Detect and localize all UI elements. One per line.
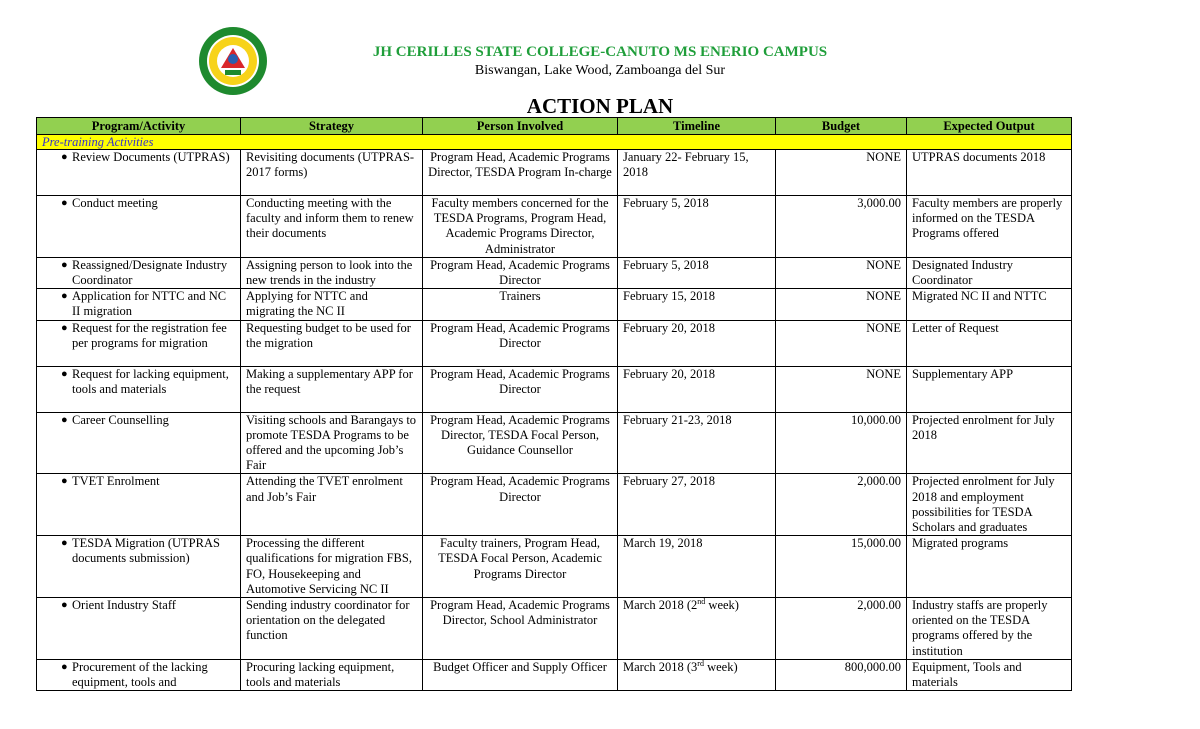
activity-text: Application for NTTC and NC II migration: [72, 289, 227, 319]
table-row: [37, 659, 1072, 690]
activity-cell: [37, 659, 241, 690]
timeline-cell: February 20, 2018: [618, 366, 776, 412]
activity-cell: [37, 474, 241, 536]
strategy-cell: Applying for NTTC and migrating the NC II: [241, 289, 423, 320]
activity-text: Reassigned/Designate Industry Coordinator: [72, 257, 228, 288]
activity-cell: [37, 536, 241, 598]
activity-cell: [37, 196, 241, 258]
college-seal-logo: [198, 26, 268, 96]
timeline-text-end: week): [703, 659, 738, 674]
column-header: Person Involved: [423, 118, 618, 135]
person-cell: Program Head, Academic Programs Director: [423, 474, 618, 536]
strategy-cell: Procuring lacking equipment, tools and materials: [241, 659, 423, 690]
output-cell: Projected enrolment for July 2018: [907, 412, 1072, 474]
output-cell: Designated Industry Coordinator: [907, 257, 1072, 288]
timeline-cell: [618, 659, 776, 690]
table-row: [37, 598, 1072, 660]
activity-cell: [37, 366, 241, 412]
action-plan-table: [36, 117, 1072, 691]
bullet-icon: ●: [61, 290, 68, 303]
person-cell: Trainers: [423, 289, 618, 320]
budget-cell: 10,000.00: [776, 412, 907, 474]
activity-text: Request for the registration fee per programs for migration: [72, 320, 227, 350]
strategy-cell: Attending the TVET enrolment and Job’s Fair: [241, 474, 423, 536]
strategy-cell: Sending industry coordinator for orientation on the delegated function: [241, 598, 423, 660]
table-row: [37, 320, 1072, 366]
table-row: [37, 536, 1072, 598]
budget-cell: NONE: [776, 320, 907, 366]
table-row: [37, 474, 1072, 536]
strategy-cell: Assigning person to look into the new trends in the industry: [241, 257, 423, 288]
section-label: Pre-training Activities: [37, 135, 1072, 150]
person-cell: Budget Officer and Supply Officer: [423, 659, 618, 690]
budget-cell: 2,000.00: [776, 474, 907, 536]
bullet-icon: ●: [61, 321, 68, 334]
table-row: [37, 196, 1072, 258]
activity-text: TESDA Migration (UTPRAS documents submission): [72, 536, 220, 566]
table-row: [37, 412, 1072, 474]
person-cell: Program Head, Academic Programs Director, TESDA Program In-charge: [423, 150, 618, 196]
timeline-text: March 2018 (2: [623, 598, 698, 613]
output-cell: Equipment, Tools and materials: [907, 659, 1072, 690]
timeline-ordinal: nd: [697, 597, 706, 606]
bullet-icon: ●: [61, 258, 68, 271]
timeline-cell: February 5, 2018: [618, 257, 776, 288]
output-cell: Faculty members are properly informed on the TESDA Programs offered: [907, 196, 1072, 258]
timeline-cell: February 5, 2018: [618, 196, 776, 258]
output-cell: Industry staffs are properly oriented on the TESDA programs offered by the institution: [907, 598, 1072, 660]
bullet-icon: ●: [61, 599, 68, 612]
strategy-cell: Conducting meeting with the faculty and inform them to renew their documents: [241, 196, 423, 258]
activity-cell: [37, 289, 241, 320]
output-cell: Migrated programs: [907, 536, 1072, 598]
budget-cell: 15,000.00: [776, 536, 907, 598]
column-header: Program/Activity: [37, 118, 241, 135]
budget-cell: NONE: [776, 366, 907, 412]
activity-text: Conduct meeting: [72, 196, 158, 210]
document-title: ACTION PLAN: [526, 94, 674, 118]
budget-cell: 3,000.00: [776, 196, 907, 258]
output-cell: Letter of Request: [907, 320, 1072, 366]
budget-cell: NONE: [776, 257, 907, 288]
output-cell: UTPRAS documents 2018: [907, 150, 1072, 196]
column-header: Timeline: [618, 118, 776, 135]
table-header-row: [37, 118, 1072, 135]
strategy-cell: Making a supplementary APP for the request: [241, 366, 423, 412]
budget-cell: NONE: [776, 289, 907, 320]
person-cell: Faculty trainers, Program Head, TESDA Focal Person, Academic Programs Director: [423, 536, 618, 598]
section-row: [37, 135, 1072, 150]
budget-cell: NONE: [776, 150, 907, 196]
activity-cell: [37, 150, 241, 196]
budget-cell: 800,000.00: [776, 659, 907, 690]
table-row: [37, 150, 1072, 196]
activity-text: Review Documents (UTPRAS): [72, 150, 230, 164]
strategy-cell: Visiting schools and Barangays to promote TESDA Programs to be offered and the upcoming Job’s Fair: [241, 412, 423, 474]
output-cell: Migrated NC II and NTTC: [907, 289, 1072, 320]
column-header: Expected Output: [907, 118, 1072, 135]
column-header: Budget: [776, 118, 907, 135]
timeline-cell: February 15, 2018: [618, 289, 776, 320]
table-row: [37, 257, 1072, 288]
timeline-cell: February 27, 2018: [618, 474, 776, 536]
college-address: Biswangan, Lake Wood, Zamboanga del Sur: [474, 63, 726, 78]
timeline-cell: February 20, 2018: [618, 320, 776, 366]
activity-text: Career Counselling: [72, 412, 169, 427]
table-row: [37, 366, 1072, 412]
timeline-ordinal: rd: [697, 659, 704, 668]
bullet-icon: ●: [61, 367, 68, 380]
timeline-cell: [618, 598, 776, 660]
person-cell: Faculty members concerned for the TESDA Programs, Program Head, Academic Programs Director, Administrator: [423, 196, 618, 258]
timeline-cell: February 21-23, 2018: [618, 412, 776, 474]
column-header: Strategy: [241, 118, 423, 135]
activity-cell: [37, 257, 241, 288]
activity-text: Procurement of the lacking equipment, tools and: [72, 659, 208, 690]
strategy-cell: Revisiting documents (UTPRAS-2017 forms): [241, 150, 423, 196]
person-cell: Program Head, Academic Programs Director: [423, 320, 618, 366]
output-cell: Supplementary APP: [907, 366, 1072, 412]
timeline-text-end: week): [705, 598, 739, 613]
strategy-cell: Requesting budget to be used for the migration: [241, 320, 423, 366]
bullet-icon: ●: [61, 660, 68, 673]
strategy-cell: Processing the different qualifications for migration FBS, FO, Housekeeping and Automotive Servicing NC II: [241, 536, 423, 598]
timeline-text: March 2018 (3: [623, 659, 698, 674]
activity-text: Request for lacking equipment, tools and materials: [72, 366, 229, 396]
college-name: JH CERILLES STATE COLLEGE-CANUTO MS ENERIO CAMPUS: [372, 44, 828, 60]
activity-text: TVET Enrolment: [72, 474, 160, 489]
person-cell: Program Head, Academic Programs Director: [423, 366, 618, 412]
bullet-icon: ●: [61, 413, 68, 426]
activity-cell: [37, 598, 241, 660]
person-cell: Program Head, Academic Programs Director, TESDA Focal Person, Guidance Counsellor: [423, 412, 618, 474]
document-header: [280, 44, 920, 79]
bullet-icon: ●: [61, 475, 68, 488]
timeline-cell: March 19, 2018: [618, 536, 776, 598]
bullet-icon: ●: [61, 537, 68, 550]
budget-cell: 2,000.00: [776, 598, 907, 660]
person-cell: Program Head, Academic Programs Director: [423, 257, 618, 288]
activity-cell: [37, 412, 241, 474]
timeline-cell: January 22- February 15, 2018: [618, 150, 776, 196]
output-cell: Projected enrolment for July 2018 and employment possibilities for TESDA Scholars and graduates: [907, 474, 1072, 536]
bullet-icon: ●: [61, 151, 68, 163]
activity-cell: [37, 320, 241, 366]
person-cell: Program Head, Academic Programs Director, School Administrator: [423, 598, 618, 660]
bullet-icon: ●: [61, 197, 68, 209]
activity-text: Orient Industry Staff: [72, 598, 176, 613]
table-row: [37, 289, 1072, 320]
